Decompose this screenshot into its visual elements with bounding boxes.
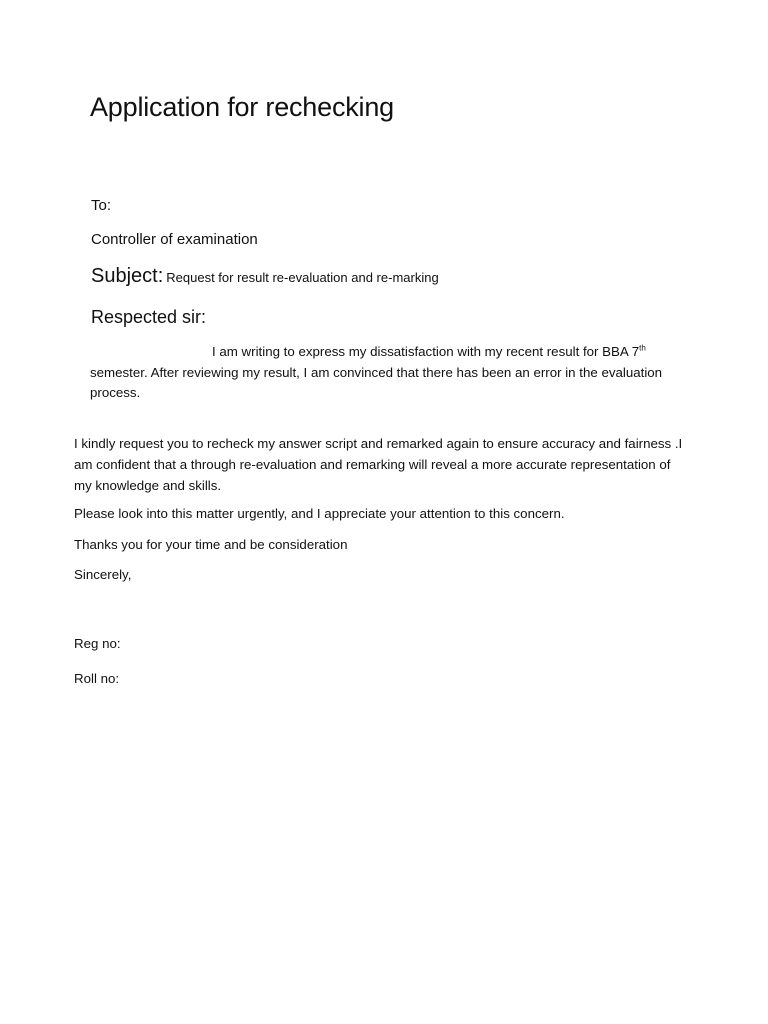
subject-label: Subject: [91,265,164,287]
roll-no-label: Roll no: [74,671,120,686]
paragraph-4: Thanks you for your time and be consideration [74,537,348,552]
paragraph-3: Please look into this matter urgently, and I appreciate your attention to this concern. [74,506,565,521]
paragraph-1-part-1: I am writing to express my dissatisfaction with my recent result for BBA 7 [212,344,640,359]
paragraph-1-part-2: semester. After reviewing my result, I am convinced that there has been an error in the evaluation process. [90,364,663,400]
salutation: Respected sir: [91,307,207,327]
paragraph-2: I kindly request you to recheck my answer script and remarked again to ensure accuracy and fairness .I am confident that a through re-evaluation and remarking will reveal a more accurate representation of my knowledge and skills. [74,436,683,493]
paragraph-1 [90,342,690,404]
subject-line [91,265,439,288]
subject-text: Request for result re-evaluation and re-marking [166,270,439,285]
recipient: Controller of examination [91,231,258,248]
reg-no-label: Reg no: [74,636,121,651]
to-label: To: [91,197,112,214]
closing: Sincerely, [74,567,132,582]
document-title: Application for rechecking [90,92,394,122]
ordinal-suffix: th [639,343,646,353]
